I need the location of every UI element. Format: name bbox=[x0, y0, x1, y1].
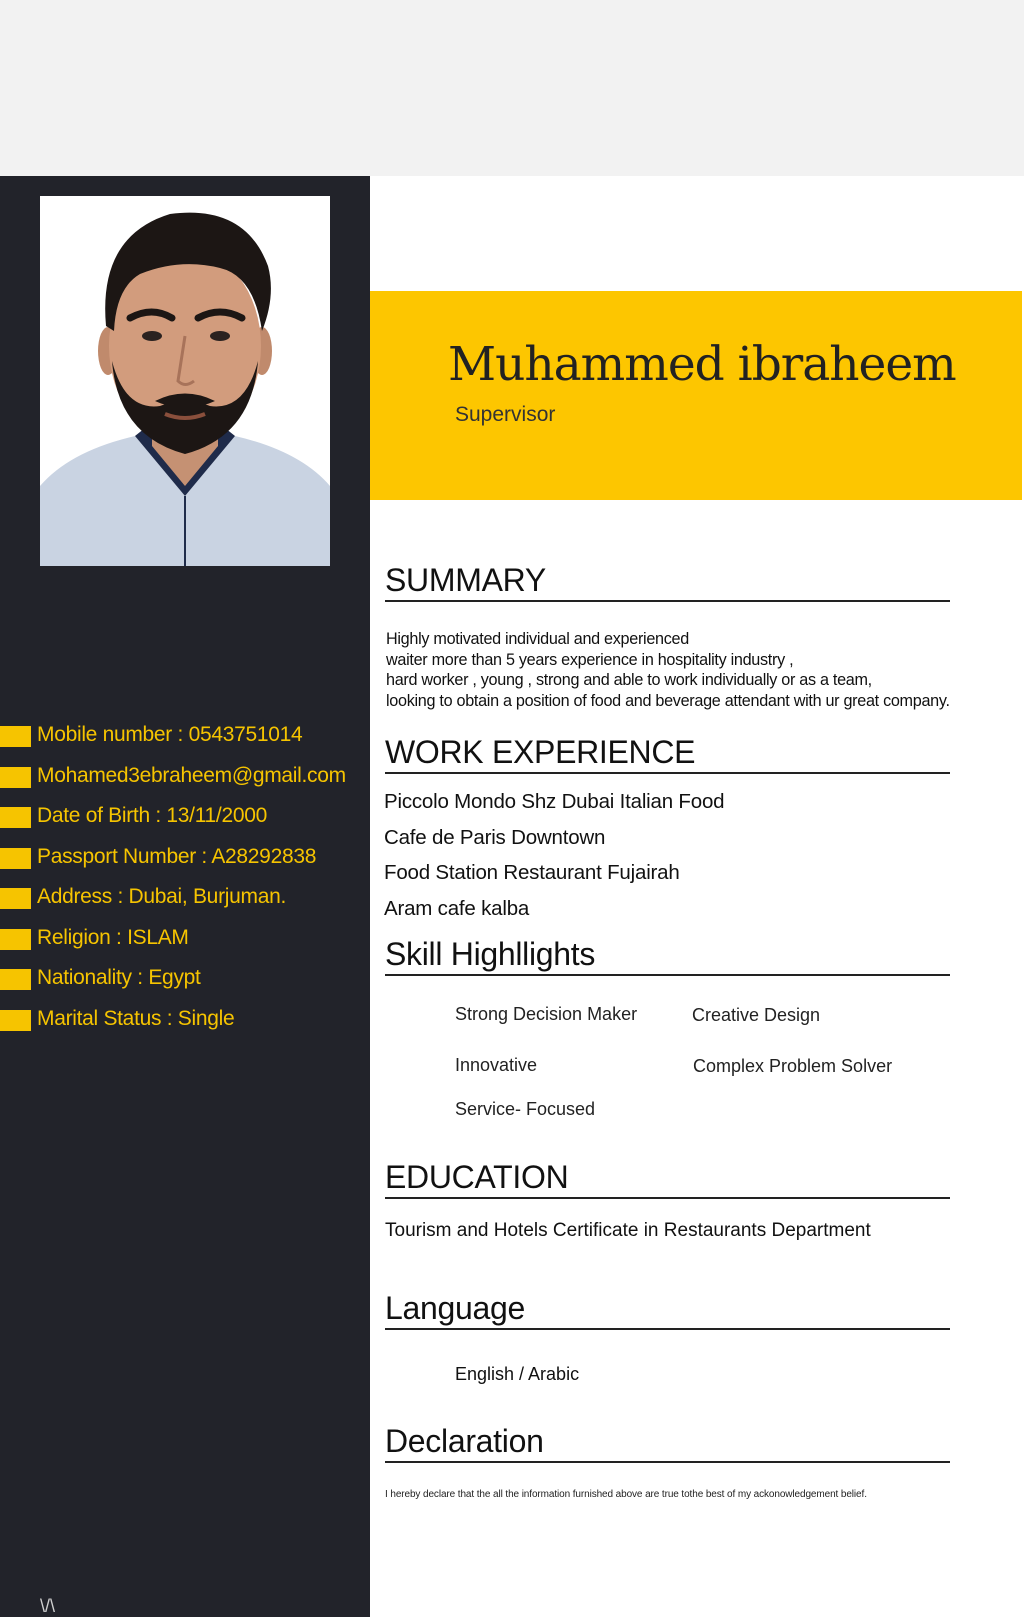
name-header bbox=[370, 291, 1022, 500]
summary-heading: SUMMARY bbox=[385, 561, 950, 602]
address: Address : Dubai, Burjuman. bbox=[37, 885, 286, 908]
list-item: Cafe de Paris Downtown bbox=[384, 825, 606, 849]
language-heading: Language bbox=[385, 1289, 950, 1330]
contact-address bbox=[0, 879, 370, 920]
bullet-bar bbox=[0, 929, 31, 950]
work-experience-heading: WORK EXPERIENCE bbox=[385, 733, 950, 774]
bullet-bar bbox=[0, 1010, 31, 1031]
bullet-bar bbox=[0, 807, 31, 828]
contact-dob bbox=[0, 798, 370, 839]
bullet-bar bbox=[0, 767, 31, 788]
profile-photo bbox=[40, 196, 330, 566]
nationality: Nationality : Egypt bbox=[37, 966, 201, 989]
summary-line: Highly motivated individual and experienced bbox=[386, 630, 689, 648]
summary-line: hard worker , young , strong and able to work individually or as a team, bbox=[386, 671, 872, 689]
language-text: English / Arabic bbox=[455, 1364, 580, 1384]
contact-passport bbox=[0, 839, 370, 880]
skill-item: Strong Decision Maker bbox=[455, 1004, 638, 1024]
skills-section bbox=[385, 935, 950, 976]
summary-line: waiter more than 5 years experience in hospitality industry , bbox=[386, 650, 794, 669]
skill-item: Innovative bbox=[455, 1055, 538, 1075]
contact-email bbox=[0, 758, 370, 799]
full-name: Muhammed ibraheem bbox=[448, 337, 956, 392]
contact-marital-status bbox=[0, 1001, 370, 1042]
list-item: Food Station Restaurant Fujairah bbox=[384, 861, 680, 884]
list-item: Aram cafe kalba bbox=[384, 896, 530, 920]
summary-line: looking to obtain a position of food and beverage attendant with ur great company. bbox=[386, 691, 950, 710]
skill-item: Creative Design bbox=[692, 1005, 821, 1025]
bullet-bar bbox=[0, 969, 31, 990]
summary-section bbox=[385, 561, 950, 602]
marital-status: Marital Status : Single bbox=[37, 1006, 235, 1030]
declaration-section bbox=[385, 1422, 950, 1463]
contact-religion bbox=[0, 920, 370, 961]
skill-item: Complex Problem Solver bbox=[693, 1056, 893, 1076]
mobile-number: Mobile number : 0543751014 bbox=[37, 723, 303, 746]
contact-list bbox=[0, 717, 370, 1041]
list-item: Piccolo Mondo Shz Dubai Italian Food bbox=[384, 790, 725, 813]
skills-heading: Skill Highllights bbox=[385, 935, 950, 976]
contact-nationality bbox=[0, 960, 370, 1001]
job-title: Supervisor bbox=[455, 403, 556, 426]
declaration-heading: Declaration bbox=[385, 1422, 950, 1463]
religion: Religion : ISLAM bbox=[37, 925, 189, 949]
sidebar bbox=[0, 176, 370, 1617]
language-section bbox=[385, 1289, 950, 1330]
email-address: Mohamed3ebraheem@gmail.com bbox=[37, 763, 346, 787]
bullet-bar bbox=[0, 848, 31, 869]
date-of-birth: Date of Birth : 13/11/2000 bbox=[37, 804, 267, 827]
bullet-bar bbox=[0, 888, 31, 909]
work-experience-section bbox=[385, 733, 950, 774]
resume-page bbox=[0, 176, 1024, 1617]
page-mark: \/\ bbox=[40, 1596, 56, 1616]
education-heading: EDUCATION bbox=[385, 1158, 950, 1199]
summary-text bbox=[386, 629, 1018, 711]
skill-item: Service- Focused bbox=[455, 1099, 596, 1119]
education-section bbox=[385, 1158, 950, 1199]
bullet-bar bbox=[0, 726, 31, 747]
passport-number: Passport Number : A28292838 bbox=[37, 844, 317, 868]
declaration-text: I hereby declare that the all the information furnished above are true tothe best of my ackonowledgement belief. bbox=[385, 1489, 867, 1500]
contact-mobile bbox=[0, 717, 370, 758]
education-text: Tourism and Hotels Certificate in Restaurants Department bbox=[385, 1220, 871, 1241]
work-experience-list bbox=[384, 784, 724, 926]
